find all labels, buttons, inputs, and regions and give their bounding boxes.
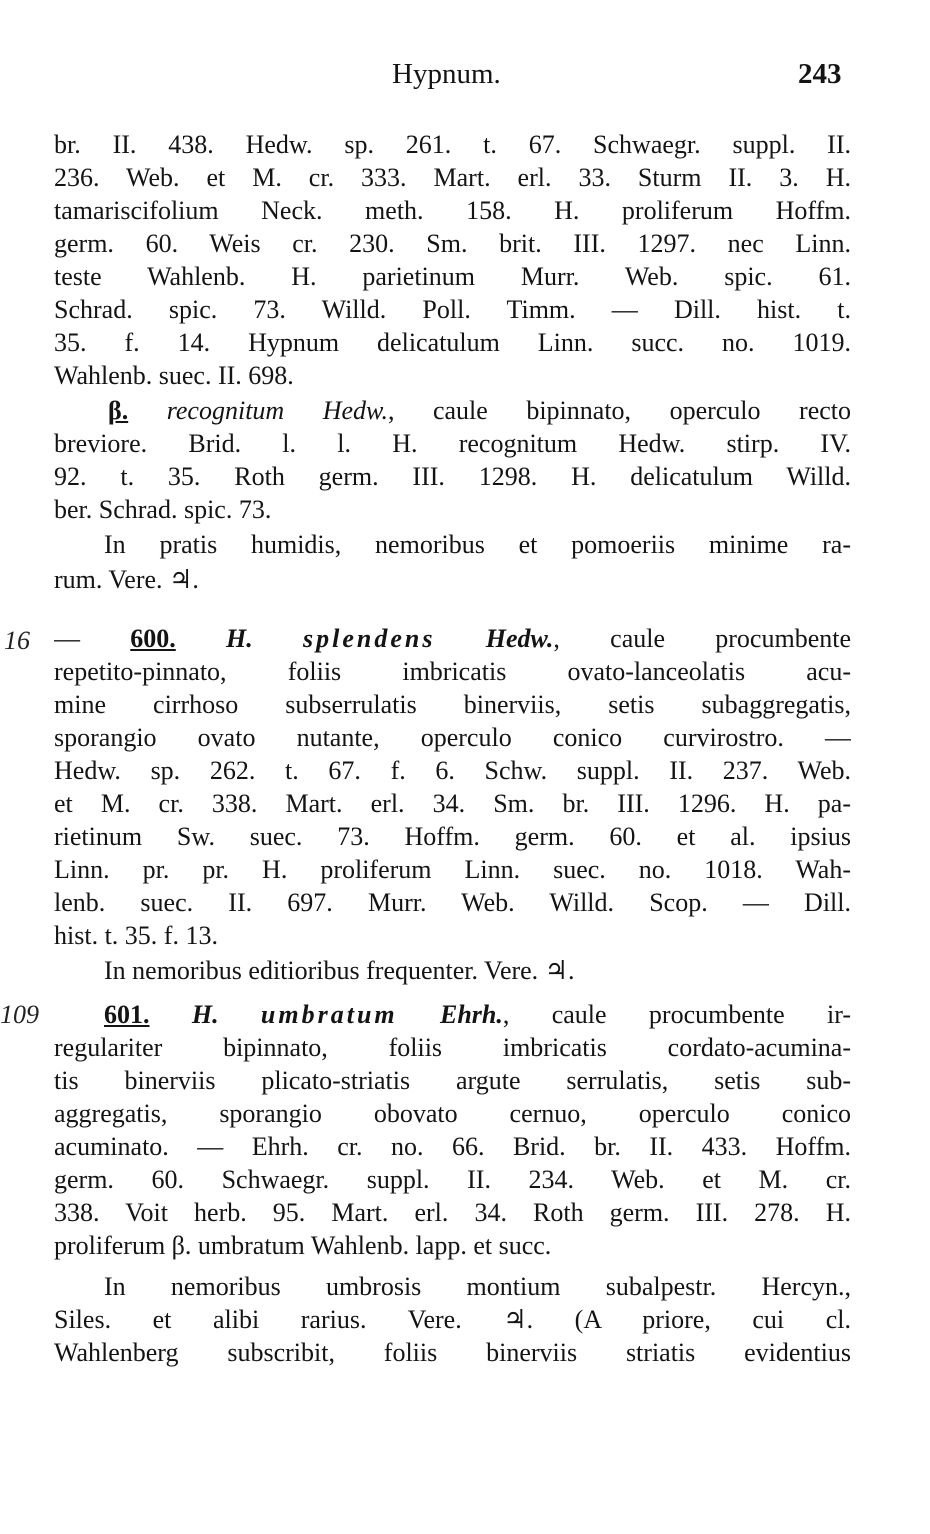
entry-description: , caule procumbente ir- bbox=[502, 1000, 851, 1029]
margin-note: 16 bbox=[4, 626, 30, 655]
entry-species: splendens bbox=[303, 624, 436, 653]
text-line: 338. Voit herb. 95. Mart. erl. 34. Roth germ. III. 278. H. bbox=[54, 1198, 851, 1227]
page-number: 243 bbox=[798, 58, 842, 90]
variety-marker: β. bbox=[108, 396, 129, 425]
entry-genus: H. bbox=[191, 1000, 219, 1029]
entry-heading-line bbox=[104, 1000, 851, 1030]
variety-line bbox=[108, 396, 851, 426]
habitat-line: Wahlenberg subscribit, foliis binerviis striatis evidentius bbox=[54, 1338, 851, 1367]
entry-genus: H. bbox=[226, 624, 253, 653]
text-line: et M. cr. 338. Mart. erl. 34. Sm. br. III. 1296. H. pa- bbox=[54, 789, 851, 818]
text-line: rietinum Sw. suec. 73. Hoffm. germ. 60. et al. ipsius bbox=[54, 822, 851, 851]
entry-species: umbratum bbox=[260, 1000, 398, 1029]
running-title: Hypnum. bbox=[392, 58, 501, 90]
text-line: mine cirrhoso subserrulatis binerviis, setis subaggregatis, bbox=[54, 690, 851, 719]
entry-author: Ehrh. bbox=[439, 1000, 503, 1029]
entry-number: 601. bbox=[104, 1000, 150, 1029]
margin-note: 109 bbox=[0, 1000, 39, 1029]
text-line: regulariter bipinnato, foliis imbricatis cordato-acumina- bbox=[54, 1033, 851, 1062]
habitat-line: In pratis humidis, nemoribus et pomoeriis minime ra- bbox=[104, 530, 851, 559]
entry-number: 600. bbox=[130, 624, 176, 653]
variety-name: recognitum Hedw. bbox=[166, 396, 388, 425]
running-header bbox=[0, 58, 930, 98]
habitat-line: rum. Vere. ♃. bbox=[54, 565, 199, 594]
habitat-line: Siles. et alibi rarius. Vere. ♃. (A priore, cui cl. bbox=[54, 1305, 851, 1334]
text-line: Wahlenb. suec. II. 698. bbox=[54, 361, 294, 390]
text-line: acuminato. — Ehrh. cr. no. 66. Brid. br. II. 433. Hoffm. bbox=[54, 1132, 851, 1161]
text-line: ber. Schrad. spic. 73. bbox=[54, 495, 272, 524]
text-line: 236. Web. et M. cr. 333. Mart. erl. 33. Sturm II. 3. H. bbox=[54, 163, 851, 192]
text-line: 92. t. 35. Roth germ. III. 1298. H. delicatulum Willd. bbox=[54, 462, 851, 491]
text-line: lenb. suec. II. 697. Murr. Web. Willd. Scop. — Dill. bbox=[54, 888, 851, 917]
habitat-line: In nemoribus umbrosis montium subalpestr. Hercyn., bbox=[104, 1272, 851, 1301]
text-line: germ. 60. Schwaegr. suppl. II. 234. Web. et M. cr. bbox=[54, 1165, 851, 1194]
habitat-line: In nemoribus editioribus frequenter. Vere. ♃. bbox=[104, 956, 575, 985]
text-line: germ. 60. Weis cr. 230. Sm. brit. III. 1297. nec Linn. bbox=[54, 229, 851, 258]
text-line: teste Wahlenb. H. parietinum Murr. Web. spic. 61. bbox=[54, 262, 851, 291]
text-line: Schrad. spic. 73. Willd. Poll. Timm. — Dill. hist. t. bbox=[54, 295, 851, 324]
text-line: hist. t. 35. f. 13. bbox=[54, 921, 218, 950]
text-line: br. II. 438. Hedw. sp. 261. t. 67. Schwaegr. suppl. II. bbox=[54, 130, 851, 159]
text-line: repetito-pinnato, foliis imbricatis ovato-lanceolatis acu- bbox=[54, 657, 851, 686]
entry-description: , caule procumbente bbox=[553, 624, 851, 653]
text-line: proliferum β. umbratum Wahlenb. lapp. et succ. bbox=[54, 1231, 552, 1260]
text-line: sporangio ovato nutante, operculo conico curvirostro. — bbox=[54, 723, 851, 752]
entry-heading-line bbox=[54, 624, 851, 654]
text-line: Hedw. sp. 262. t. 67. f. 6. Schw. suppl. II. 237. Web. bbox=[54, 756, 851, 785]
entry-dash: — bbox=[54, 624, 80, 653]
variety-description: , caule bipinnato, operculo recto bbox=[387, 396, 851, 425]
text-line: tis binerviis plicato-striatis argute serrulatis, setis sub- bbox=[54, 1066, 851, 1095]
text-line: breviore. Brid. l. l. H. recognitum Hedw. stirp. IV. bbox=[54, 429, 851, 458]
text-line: 35. f. 14. Hypnum delicatulum Linn. succ. no. 1019. bbox=[54, 328, 851, 357]
entry-author: Hedw. bbox=[485, 624, 554, 653]
text-line: tamariscifolium Neck. meth. 158. H. proliferum Hoffm. bbox=[54, 196, 851, 225]
text-line: aggregatis, sporangio obovato cernuo, operculo conico bbox=[54, 1099, 851, 1128]
text-line: Linn. pr. pr. H. proliferum Linn. suec. no. 1018. Wah- bbox=[54, 855, 851, 884]
